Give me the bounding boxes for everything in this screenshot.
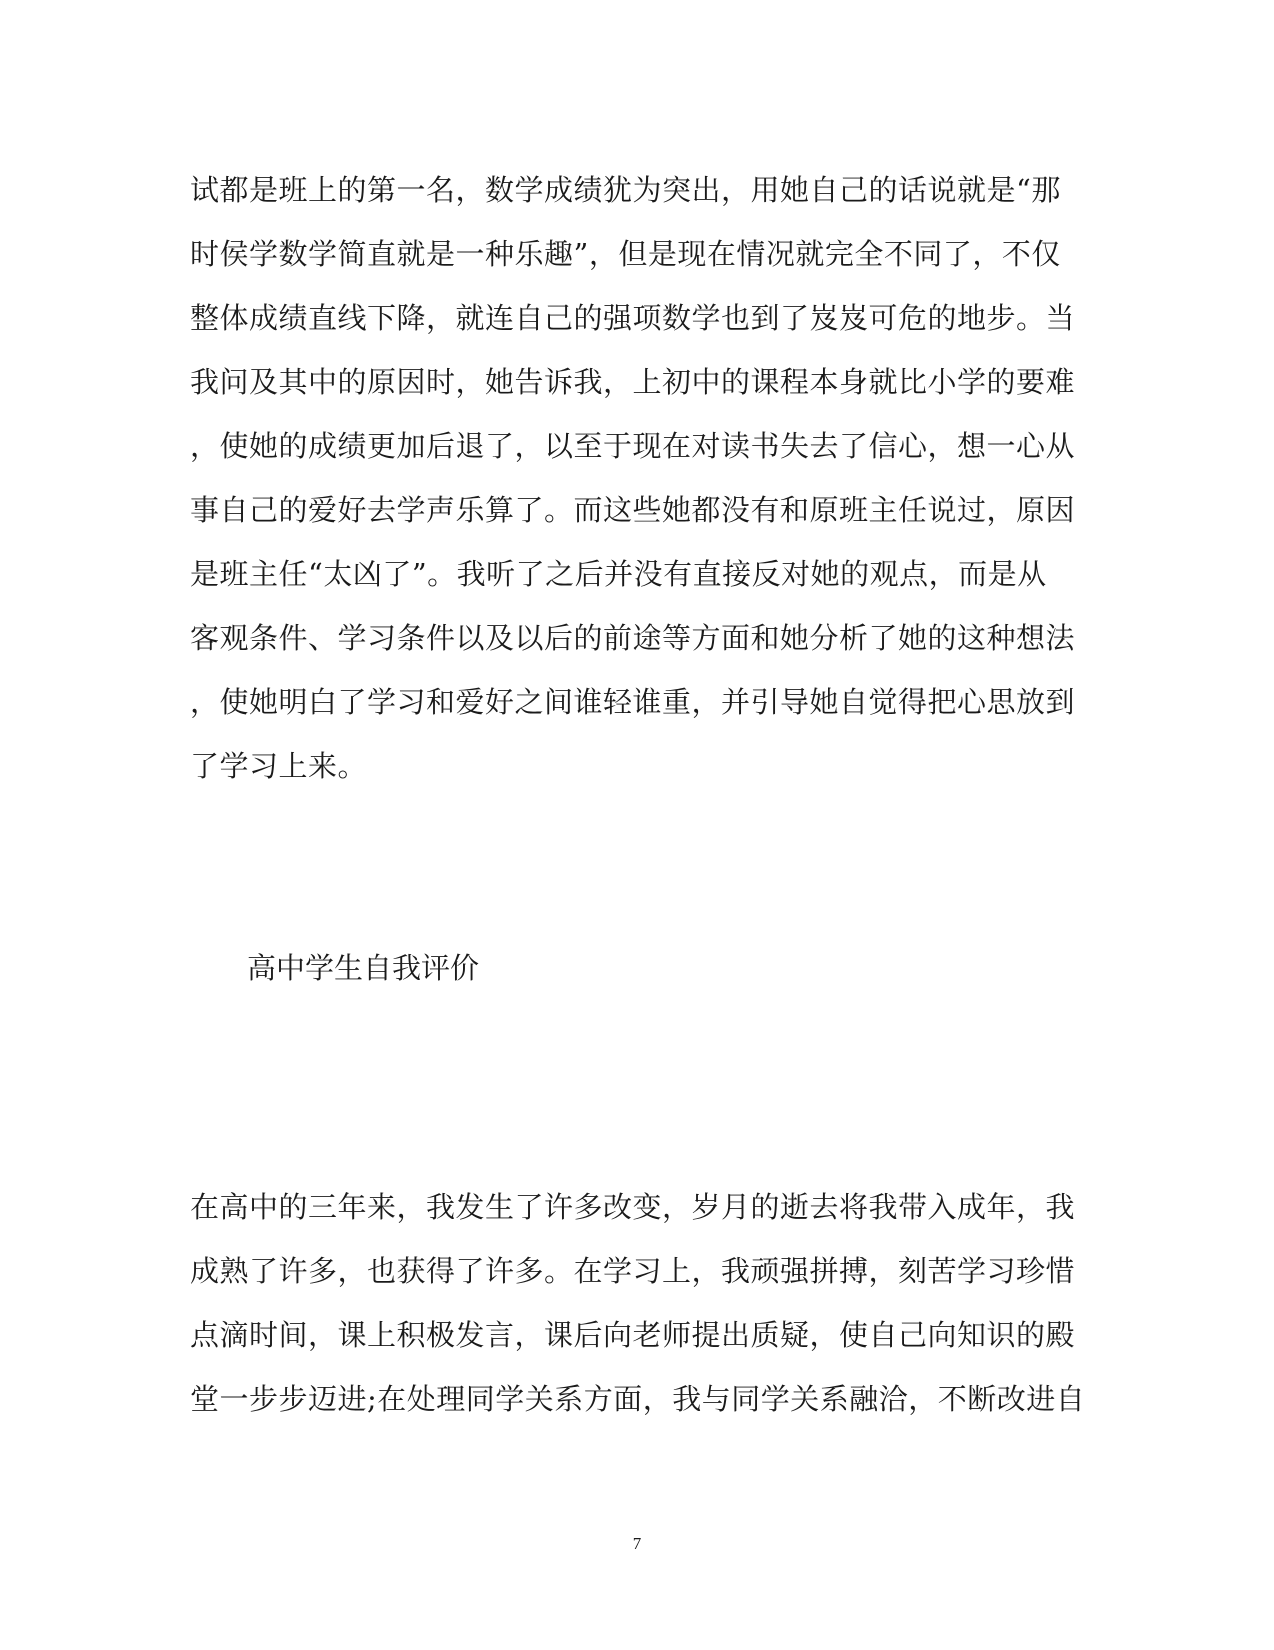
paragraph-line: 时侯学数学简直就是一种乐趣”，但是现在情况就完全不同了，不仅 bbox=[190, 237, 1061, 271]
paragraph-line: 点滴时间，课上积极发言，课后向老师提出质疑，使自己向知识的殿 bbox=[190, 1318, 1076, 1352]
paragraph-line: 事自己的爱好去学声乐算了。而这些她都没有和原班主任说过，原因 bbox=[190, 493, 1076, 527]
section-heading: 高中学生自我评价 bbox=[247, 951, 480, 985]
paragraph-line: 成熟了许多，也获得了许多。在学习上，我顽强拼搏，刻苦学习珍惜 bbox=[190, 1254, 1076, 1288]
paragraph-line: 堂一步步迈进;在处理同学关系方面，我与同学关系融洽，不断改进自 bbox=[190, 1382, 1086, 1416]
paragraph-line: 整体成绩直线下降，就连自己的强项数学也到了岌岌可危的地步。当 bbox=[190, 301, 1076, 335]
page-number: 7 bbox=[632, 1534, 642, 1553]
paragraph-line: ，使她明白了学习和爱好之间谁轻谁重，并引导她自觉得把心思放到 bbox=[190, 685, 1076, 719]
paragraph-line: 了学习上来。 bbox=[190, 749, 368, 783]
paragraph-line: 试都是班上的第一名，数学成绩犹为突出，用她自己的话说就是“那 bbox=[190, 173, 1061, 207]
paragraph-line: 客观条件、学习条件以及以后的前途等方面和她分析了她的这种想法 bbox=[190, 621, 1076, 655]
paragraph-line: 在高中的三年来，我发生了许多改变，岁月的逝去将我带入成年，我 bbox=[190, 1190, 1076, 1224]
paragraph-line: ，使她的成绩更加后退了，以至于现在对读书失去了信心，想一心从 bbox=[190, 429, 1076, 463]
paragraph-line: 是班主任“太凶了”。我听了之后并没有直接反对她的观点，而是从 bbox=[190, 557, 1047, 591]
paragraph-line: 我问及其中的原因时，她告诉我，上初中的课程本身就比小学的要难 bbox=[190, 365, 1076, 399]
